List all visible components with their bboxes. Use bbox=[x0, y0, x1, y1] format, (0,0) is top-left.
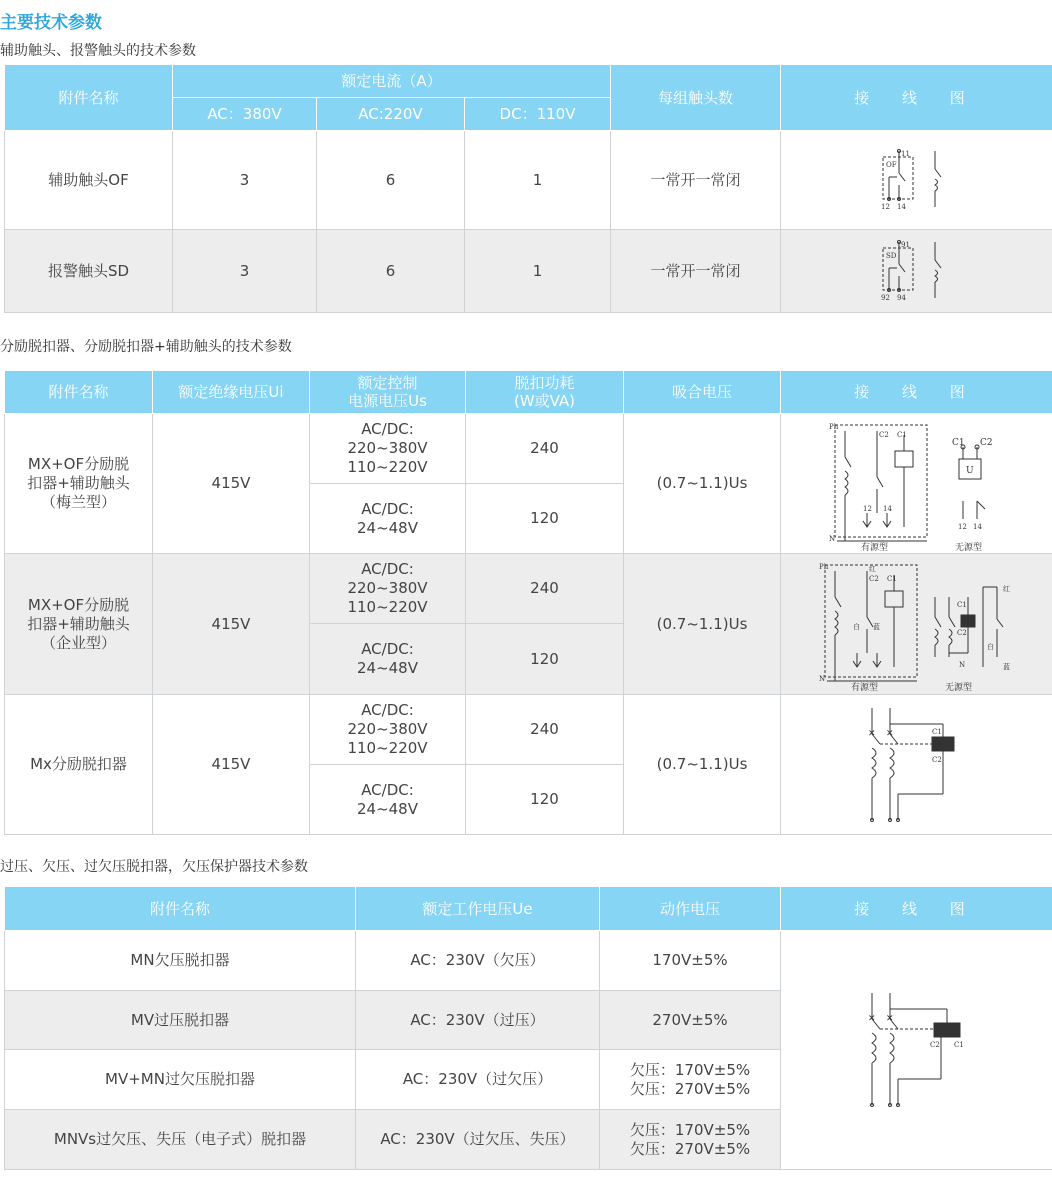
row-name: MNVs过欠压、失压（电子式）脱扣器 bbox=[5, 1110, 356, 1170]
table-row bbox=[5, 230, 1052, 313]
ent-label-blue: 蓝 bbox=[872, 623, 880, 631]
name-line: （企业型） bbox=[40, 633, 116, 652]
table-row bbox=[5, 554, 1052, 624]
of-label-of: OF bbox=[885, 161, 897, 169]
meilan-label-c2: C2 bbox=[878, 430, 889, 439]
of-label-12: 12 bbox=[880, 203, 890, 211]
mx-label-c2: C2 bbox=[931, 755, 942, 764]
row-name bbox=[5, 414, 153, 554]
us-line: 24~48V bbox=[356, 659, 418, 677]
row-ac220: 6 bbox=[317, 230, 465, 313]
row-action bbox=[600, 991, 781, 1050]
vr-label-c1: C1 bbox=[953, 1041, 964, 1049]
header-diagram: 接 线 图 bbox=[781, 887, 1052, 931]
row-pull: (0.7~1.1)Us bbox=[624, 695, 781, 835]
header-ue: 额定工作电压Ue bbox=[356, 887, 600, 931]
meilan-label-passive: 无源型 bbox=[954, 542, 982, 551]
header-us-line1: 额定控制 bbox=[357, 374, 418, 392]
of-wiring-diagram bbox=[781, 131, 1052, 230]
row-ue: AC：230V（过欠压、失压） bbox=[356, 1110, 600, 1170]
action-line: 欠压：270V±5% bbox=[629, 1139, 751, 1158]
name-line: MX+OF分励脱 bbox=[27, 455, 130, 473]
header-diagram: 接 线 图 bbox=[781, 65, 1052, 131]
us-line: 220~380V bbox=[347, 720, 428, 738]
sd-label-94: 94 bbox=[896, 294, 906, 302]
meilan-label-12: 12 bbox=[862, 504, 872, 513]
table-row bbox=[5, 931, 1052, 991]
row-name: MV+MN过欠压脱扣器 bbox=[5, 1050, 356, 1110]
ent-passive-red: 红 bbox=[1002, 585, 1010, 593]
mx-shunt-diagram bbox=[781, 695, 1052, 835]
us-line: AC/DC: bbox=[361, 701, 414, 719]
svg-text:✕: ✕ bbox=[885, 728, 894, 739]
voltage-release-diagram bbox=[781, 931, 1052, 1170]
row-action bbox=[600, 1110, 781, 1170]
header-name: 附件名称 bbox=[5, 65, 173, 131]
action-line: 欠压：270V±5% bbox=[629, 1079, 751, 1098]
us-line: 24~48V bbox=[356, 799, 418, 818]
row-ue: AC：230V（欠压） bbox=[356, 931, 600, 991]
row-us bbox=[310, 414, 466, 484]
meilan-passive-c2: C2 bbox=[979, 437, 993, 448]
us-line: 110~220V bbox=[347, 739, 428, 757]
header-power-line1: 脱扣功耗 bbox=[514, 374, 575, 392]
row-us bbox=[310, 624, 466, 695]
sd-label-92: 92 bbox=[880, 294, 890, 302]
meilan-passive-c1: C1 bbox=[951, 437, 965, 448]
aux-contact-table bbox=[4, 64, 1052, 313]
ent-passive-n: N bbox=[958, 661, 965, 669]
mx-of-enterprise-diagram bbox=[781, 554, 1052, 695]
us-line: AC/DC: bbox=[361, 420, 414, 438]
svg-text:✕: ✕ bbox=[885, 1014, 894, 1024]
us-line: AC/DC: bbox=[361, 780, 414, 799]
header-power bbox=[466, 371, 624, 414]
meilan-label-c1: C1 bbox=[896, 430, 907, 439]
row-ac220: 6 bbox=[317, 131, 465, 230]
row-power: 120 bbox=[466, 624, 624, 695]
name-line: Mx分励脱扣器 bbox=[30, 755, 127, 773]
row-name: 辅助触头OF bbox=[5, 131, 173, 230]
ent-passive-c2: C2 bbox=[956, 629, 967, 637]
action-line: 270V±5% bbox=[652, 1010, 728, 1029]
header-us-line2: 电源电压Us bbox=[348, 392, 427, 410]
meilan-passive-12: 12 bbox=[957, 522, 967, 531]
action-line: 欠压：170V±5% bbox=[629, 1120, 751, 1139]
meilan-label-u: U bbox=[965, 465, 974, 476]
row-power: 120 bbox=[466, 484, 624, 554]
header-action: 动作电压 bbox=[600, 887, 781, 931]
of-label-14: 14 bbox=[896, 203, 906, 211]
page-title: 主要技术参数 bbox=[0, 13, 102, 33]
table-row bbox=[5, 695, 1052, 765]
us-line: AC/DC: bbox=[361, 560, 414, 578]
row-ac380: 3 bbox=[173, 230, 317, 313]
header-ac380: AC：380V bbox=[173, 98, 317, 131]
us-line: 110~220V bbox=[347, 458, 428, 476]
shunt-release-table bbox=[4, 370, 1052, 835]
row-dc110: 1 bbox=[465, 230, 611, 313]
ent-label-c1: C1 bbox=[886, 575, 897, 583]
mx-label-c1: C1 bbox=[931, 727, 942, 736]
name-line: （梅兰型） bbox=[40, 493, 116, 511]
header-pull: 吸合电压 bbox=[624, 371, 781, 414]
vr-label-c2: C2 bbox=[929, 1041, 940, 1049]
header-us bbox=[310, 371, 466, 414]
header-power-line2: (W或VA) bbox=[513, 392, 576, 410]
row-power: 240 bbox=[466, 695, 624, 765]
section2-subtitle: 分励脱扣器、分励脱扣器+辅助触头的技术参数 bbox=[0, 339, 292, 355]
row-action bbox=[600, 1050, 781, 1110]
sd-label-91: 91 bbox=[900, 241, 910, 249]
sd-label-sd: SD bbox=[885, 252, 896, 260]
us-line: 220~380V bbox=[347, 579, 428, 597]
row-name: MV过压脱扣器 bbox=[5, 991, 356, 1050]
ent-label-white: 白 bbox=[852, 623, 860, 631]
row-us bbox=[310, 765, 466, 835]
header-rated-current: 额定电流（A） bbox=[173, 65, 611, 98]
header-contacts: 每组触头数 bbox=[611, 65, 781, 131]
us-line: 220~380V bbox=[347, 439, 428, 457]
row-us bbox=[310, 695, 466, 765]
name-line: 扣器+辅助触头 bbox=[27, 474, 130, 492]
us-line: 24~48V bbox=[356, 518, 418, 537]
ent-passive-white: 白 bbox=[986, 643, 994, 651]
header-name: 附件名称 bbox=[5, 887, 356, 931]
header-ac220: AC:220V bbox=[317, 98, 465, 131]
mx-of-meilan-diagram bbox=[781, 414, 1052, 554]
row-name bbox=[5, 695, 153, 835]
ent-label-passive: 无源型 bbox=[944, 683, 972, 691]
row-ac380: 3 bbox=[173, 131, 317, 230]
action-line: 欠压：170V±5% bbox=[629, 1060, 751, 1079]
table-row bbox=[5, 414, 1052, 484]
ent-passive-blue: 蓝 bbox=[1002, 663, 1010, 671]
header-dc110: DC：110V bbox=[465, 98, 611, 131]
header-diagram: 接 线 图 bbox=[781, 371, 1052, 414]
row-ue: AC：230V（过压） bbox=[356, 991, 600, 1050]
voltage-release-table bbox=[4, 886, 1052, 1170]
us-line: 110~220V bbox=[347, 598, 428, 616]
meilan-label-powered: 有源型 bbox=[860, 542, 888, 551]
row-ue: AC：230V（过欠压） bbox=[356, 1050, 600, 1110]
us-line: AC/DC: bbox=[361, 640, 414, 658]
us-line: AC/DC: bbox=[361, 499, 414, 518]
svg-text:✕: ✕ bbox=[867, 728, 876, 739]
row-ui: 415V bbox=[153, 695, 310, 835]
row-contacts: 一常开一常闭 bbox=[611, 131, 781, 230]
row-us bbox=[310, 554, 466, 624]
row-pull: (0.7~1.1)Us bbox=[624, 414, 781, 554]
sd-wiring-diagram bbox=[781, 230, 1052, 313]
ent-label-c2: C2 bbox=[868, 575, 879, 583]
row-power: 120 bbox=[466, 765, 624, 835]
name-line: MX+OF分励脱 bbox=[27, 595, 130, 614]
name-line: 扣器+辅助触头 bbox=[27, 614, 130, 633]
ent-label-red: 红 bbox=[868, 565, 876, 573]
row-ui: 415V bbox=[153, 554, 310, 695]
ent-passive-c1: C1 bbox=[956, 601, 967, 609]
row-name: 报警触头SD bbox=[5, 230, 173, 313]
row-power: 240 bbox=[466, 554, 624, 624]
meilan-label-n: N bbox=[828, 534, 835, 543]
table-row bbox=[5, 131, 1052, 230]
row-us bbox=[310, 484, 466, 554]
meilan-passive-14: 14 bbox=[972, 522, 982, 531]
row-contacts: 一常开一常闭 bbox=[611, 230, 781, 313]
action-line: 170V±5% bbox=[652, 951, 728, 969]
header-ui: 额定绝缘电压Ui bbox=[153, 371, 310, 414]
section1-subtitle: 辅助触头、报警触头的技术参数 bbox=[0, 43, 196, 59]
row-pull: (0.7~1.1)Us bbox=[624, 554, 781, 695]
row-action bbox=[600, 931, 781, 991]
of-label-11: 11 bbox=[900, 150, 910, 158]
section3-subtitle: 过压、欠压、过欠压脱扣器，欠压保护器技术参数 bbox=[0, 859, 308, 875]
ent-label-powered: 有源型 bbox=[850, 683, 878, 691]
meilan-label-14: 14 bbox=[882, 504, 892, 513]
row-name: MN欠压脱扣器 bbox=[5, 931, 356, 991]
meilan-label-ph: Ph bbox=[828, 422, 838, 431]
ent-label-n: N bbox=[818, 675, 825, 683]
row-ui: 415V bbox=[153, 414, 310, 554]
row-dc110: 1 bbox=[465, 131, 611, 230]
svg-text:✕: ✕ bbox=[867, 1014, 876, 1024]
ent-label-ph: Ph bbox=[818, 563, 828, 571]
row-name bbox=[5, 554, 153, 695]
row-power: 240 bbox=[466, 414, 624, 484]
header-name: 附件名称 bbox=[5, 371, 153, 414]
